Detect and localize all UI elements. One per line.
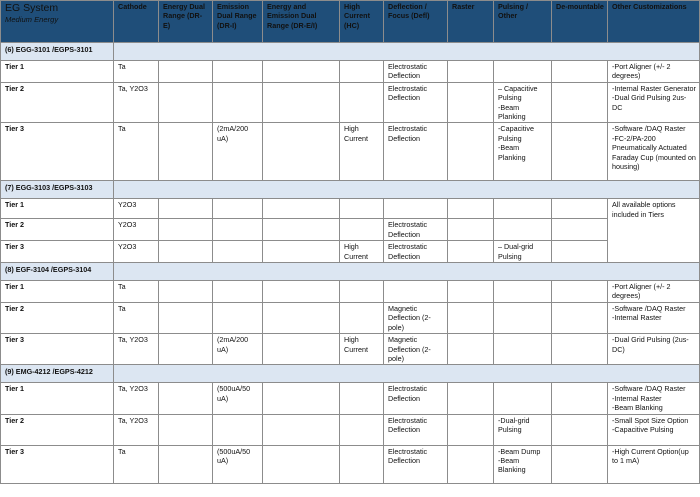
cell-demountable [552, 334, 608, 365]
cell-demountable [552, 219, 608, 241]
cell-deflection: Electrostatic Deflection [384, 123, 448, 181]
cell-energy-dual-range [159, 334, 213, 365]
cell-deflection: Electrostatic Deflection [384, 82, 448, 123]
cell-energy-dual-range [159, 302, 213, 333]
column-header-high-current: High Current (HC) [340, 1, 384, 43]
column-header-energy-dual-range: Energy Dual Range (DR-E) [159, 1, 213, 43]
cell-emission-dual-range: (2mA/200 uA) [213, 123, 263, 181]
tier-label: Tier 2 [1, 302, 114, 333]
table-row [1, 61, 700, 83]
section-name: (8) EGF-3104 /EGPS-3104 [1, 263, 114, 281]
cell-demountable [552, 241, 608, 263]
tier-label: Tier 2 [1, 82, 114, 123]
cell-deflection: Electrostatic Deflection [384, 445, 448, 483]
cell-emission-dual-range: (500uA/50 uA) [213, 383, 263, 414]
cell-other-customizations: -Port Aligner (+/- 2 degrees) [608, 281, 700, 303]
cell-cathode: Y2O3 [114, 199, 159, 219]
cell-pulsing: -Beam Dump -Beam Blanking [494, 445, 552, 483]
cell-raster [448, 82, 494, 123]
cell-energy-emission-dual-range [263, 241, 340, 263]
cell-deflection: Electrostatic Deflection [384, 219, 448, 241]
column-header-raster: Raster [448, 1, 494, 43]
cell-high-current [340, 281, 384, 303]
table-row [1, 302, 700, 333]
cell-cathode: Ta [114, 281, 159, 303]
cell-high-current: High Current [340, 241, 384, 263]
column-header-demountable: De-mountable [552, 1, 608, 43]
column-header-pulsing-other: Pulsing / Other [494, 1, 552, 43]
cell-cathode: Ta [114, 61, 159, 83]
cell-demountable [552, 383, 608, 414]
cell-deflection: Magnetic Deflection (2-pole) [384, 302, 448, 333]
cell-pulsing [494, 383, 552, 414]
section-fill [114, 43, 700, 61]
cell-emission-dual-range: (2mA/200 uA) [213, 334, 263, 365]
cell-cathode: Ta, Y2O3 [114, 334, 159, 365]
cell-pulsing [494, 219, 552, 241]
cell-pulsing: – Capacitive Pulsing -Beam Planking [494, 82, 552, 123]
table-row [1, 199, 700, 219]
table-row [1, 123, 700, 181]
tier-label: Tier 2 [1, 219, 114, 241]
cell-cathode: Ta, Y2O3 [114, 414, 159, 445]
tier-label: Tier 3 [1, 334, 114, 365]
tier-label: Tier 1 [1, 281, 114, 303]
cell-raster [448, 383, 494, 414]
cell-energy-dual-range [159, 199, 213, 219]
cell-other-customizations-merged: All available options included in Tiers [608, 199, 700, 263]
section-row [1, 43, 700, 61]
column-header-emission-dual-range: Emission Dual Range (DR-I) [213, 1, 263, 43]
cell-deflection: Magnetic Deflection (2-pole) [384, 334, 448, 365]
cell-cathode: Y2O3 [114, 219, 159, 241]
section-name: (9) EMG-4212 /EGPS-4212 [1, 365, 114, 383]
cell-cathode: Ta [114, 302, 159, 333]
cell-other-customizations: -Software /DAQ Raster -Internal Raster -Beam Blanking [608, 383, 700, 414]
tier-label: Tier 1 [1, 383, 114, 414]
cell-raster [448, 199, 494, 219]
cell-energy-emission-dual-range [263, 414, 340, 445]
section-row [1, 181, 700, 199]
cell-energy-emission-dual-range [263, 334, 340, 365]
cell-other-customizations: -Software /DAQ Raster -FC-2/PA-200 Pneumatically Actuated Faraday Cup (mounted on housing) [608, 123, 700, 181]
cell-other-customizations: -Small Spot Size Option -Capacitive Pulsing [608, 414, 700, 445]
system-subtitle: Medium Energy [5, 15, 59, 24]
table-row [1, 445, 700, 483]
cell-pulsing: – Dual-grid Pulsing [494, 241, 552, 263]
cell-demountable [552, 199, 608, 219]
cell-high-current [340, 414, 384, 445]
cell-high-current [340, 302, 384, 333]
cell-energy-emission-dual-range [263, 61, 340, 83]
section-name: (6) EGG-3101 /EGPS-3101 [1, 43, 114, 61]
column-header-deflection-focus: Deflection / Focus (Defl) [384, 1, 448, 43]
column-header-energy-emission-dual-range: Energy and Emission Dual Range (DR-E/I) [263, 1, 340, 43]
system-title: EG System [5, 2, 59, 14]
cell-high-current [340, 219, 384, 241]
table-row [1, 334, 700, 365]
cell-high-current [340, 445, 384, 483]
cell-raster [448, 302, 494, 333]
cell-raster [448, 334, 494, 365]
cell-emission-dual-range [213, 302, 263, 333]
cell-high-current [340, 82, 384, 123]
cell-cathode: Ta [114, 445, 159, 483]
table-row [1, 219, 700, 241]
cell-demountable [552, 82, 608, 123]
cell-cathode: Ta [114, 123, 159, 181]
cell-emission-dual-range [213, 199, 263, 219]
cell-raster [448, 241, 494, 263]
cell-energy-emission-dual-range [263, 302, 340, 333]
cell-energy-dual-range [159, 414, 213, 445]
cell-deflection: Electrostatic Deflection [384, 414, 448, 445]
cell-high-current [340, 383, 384, 414]
section-row [1, 365, 700, 383]
cell-emission-dual-range [213, 281, 263, 303]
cell-energy-emission-dual-range [263, 123, 340, 181]
cell-emission-dual-range [213, 241, 263, 263]
cell-energy-dual-range [159, 383, 213, 414]
table-row [1, 414, 700, 445]
cell-energy-dual-range [159, 219, 213, 241]
system-header-cell [1, 1, 114, 43]
cell-demountable [552, 281, 608, 303]
cell-demountable [552, 414, 608, 445]
cell-pulsing: -Capacitive Pulsing -Beam Planking [494, 123, 552, 181]
cell-energy-dual-range [159, 281, 213, 303]
cell-energy-dual-range [159, 82, 213, 123]
cell-other-customizations: -Dual Grid Pulsing (2us-DC) [608, 334, 700, 365]
cell-energy-dual-range [159, 123, 213, 181]
cell-emission-dual-range [213, 61, 263, 83]
cell-energy-dual-range [159, 241, 213, 263]
cell-emission-dual-range [213, 82, 263, 123]
cell-raster [448, 219, 494, 241]
tier-label: Tier 3 [1, 241, 114, 263]
section-fill [114, 365, 700, 383]
cell-pulsing [494, 302, 552, 333]
section-fill [114, 263, 700, 281]
header-row [1, 1, 700, 43]
cell-pulsing: -Dual-grid Pulsing [494, 414, 552, 445]
cell-deflection [384, 199, 448, 219]
section-fill [114, 181, 700, 199]
cell-cathode: Ta, Y2O3 [114, 82, 159, 123]
table-row [1, 82, 700, 123]
cell-high-current: High Current [340, 123, 384, 181]
cell-energy-emission-dual-range [263, 199, 340, 219]
tier-label: Tier 3 [1, 123, 114, 181]
cell-emission-dual-range [213, 219, 263, 241]
cell-pulsing [494, 281, 552, 303]
cell-deflection: Electrostatic Deflection [384, 241, 448, 263]
column-header-other-customizations: Other Customizations [608, 1, 700, 43]
cell-raster [448, 445, 494, 483]
cell-energy-emission-dual-range [263, 82, 340, 123]
cell-emission-dual-range: (500uA/50 uA) [213, 445, 263, 483]
cell-deflection [384, 281, 448, 303]
cell-deflection: Electrostatic Deflection [384, 61, 448, 83]
cell-raster [448, 123, 494, 181]
cell-demountable [552, 61, 608, 83]
column-header-cathode: Cathode [114, 1, 159, 43]
cell-demountable [552, 123, 608, 181]
tier-label: Tier 1 [1, 61, 114, 83]
cell-high-current [340, 199, 384, 219]
cell-deflection: Electrostatic Deflection [384, 383, 448, 414]
cell-cathode: Ta, Y2O3 [114, 383, 159, 414]
cell-raster [448, 61, 494, 83]
tier-label: Tier 3 [1, 445, 114, 483]
cell-energy-emission-dual-range [263, 383, 340, 414]
cell-high-current [340, 61, 384, 83]
tier-label: Tier 2 [1, 414, 114, 445]
table-row [1, 281, 700, 303]
cell-other-customizations: -Software /DAQ Raster -Internal Raster [608, 302, 700, 333]
cell-pulsing [494, 61, 552, 83]
cell-demountable [552, 302, 608, 333]
cell-energy-emission-dual-range [263, 445, 340, 483]
cell-other-customizations: -Port Aligner (+/- 2 degrees) [608, 61, 700, 83]
cell-pulsing [494, 334, 552, 365]
cell-raster [448, 281, 494, 303]
table-row [1, 383, 700, 414]
cell-demountable [552, 445, 608, 483]
cell-raster [448, 414, 494, 445]
cell-energy-dual-range [159, 61, 213, 83]
cell-emission-dual-range [213, 414, 263, 445]
section-name: (7) EGG-3103 /EGPS-3103 [1, 181, 114, 199]
section-row [1, 263, 700, 281]
cell-other-customizations: -High Current Option(up to 1 mA) [608, 445, 700, 483]
tier-label: Tier 1 [1, 199, 114, 219]
cell-cathode: Y2O3 [114, 241, 159, 263]
cell-energy-emission-dual-range [263, 219, 340, 241]
table-row [1, 241, 700, 263]
cell-energy-emission-dual-range [263, 281, 340, 303]
cell-pulsing [494, 199, 552, 219]
cell-other-customizations: -Internal Raster Generator -Dual Grid Pulsing 2us-DC [608, 82, 700, 123]
cell-high-current: High Current [340, 334, 384, 365]
cell-energy-dual-range [159, 445, 213, 483]
